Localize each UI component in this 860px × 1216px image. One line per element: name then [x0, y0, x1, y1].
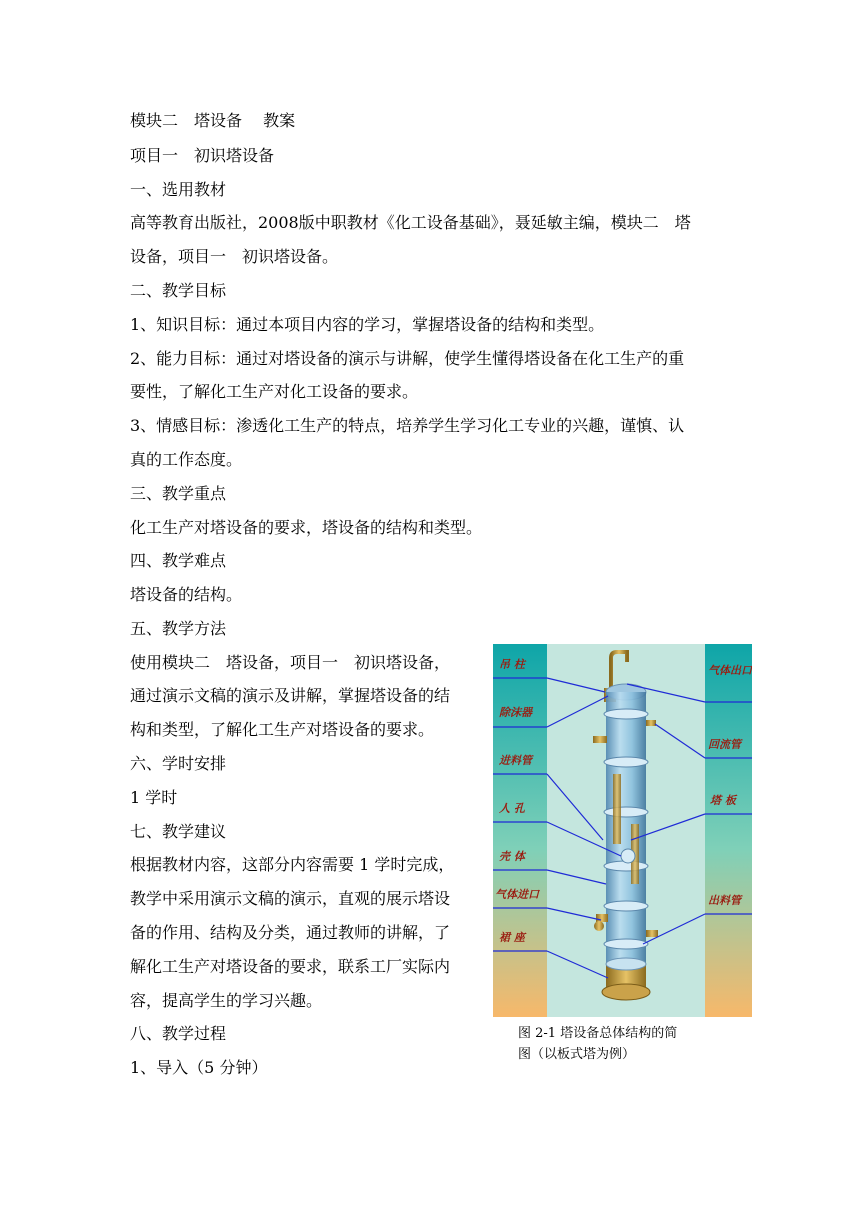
module-heading: 模块二 塔设备 教案: [130, 111, 296, 130]
paragraph-hours: 1 学时: [130, 788, 178, 807]
section-heading-suggestions: 七、教学建议: [130, 822, 227, 841]
label-davit: 吊 柱: [499, 658, 525, 671]
section-heading-process: 八、教学过程: [130, 1024, 227, 1043]
paragraph-methods-line2: 通过演示文稿的演示及讲解，掌握塔设备的结: [130, 686, 451, 705]
left-label-panel: [493, 644, 547, 1017]
goal-emotion-line1: 3、情感目标：渗透化工生产的特点，培养学生学习化工专业的兴趣，谨慎、认: [130, 416, 685, 435]
paragraph-methods-line1: 使用模块二 塔设备，项目一 初识塔设备，: [130, 653, 451, 672]
right-label-panel: [705, 644, 752, 1017]
goal-emotion-line2: 真的工作态度。: [130, 450, 243, 469]
figure-caption-line2: 图（以板式塔为例）: [518, 1047, 636, 1062]
paragraph-keypoints: 化工生产对塔设备的要求，塔设备的结构和类型。: [130, 518, 483, 537]
section-heading-hours: 六、学时安排: [130, 754, 227, 773]
label-shell: 壳 体: [499, 850, 525, 863]
paragraph-suggestions-line5: 容，提高学生的学习兴趣。: [130, 991, 323, 1010]
label-skirt: 裙 座: [499, 931, 525, 944]
label-gas-inlet: 气体进口: [495, 888, 539, 901]
tower-diagram-svg: [493, 644, 752, 1017]
goal-ability-line1: 2、能力目标：通过对塔设备的演示与讲解，使学生懂得塔设备在化工生产的重: [130, 349, 685, 368]
tower-structure-figure: [493, 644, 752, 1017]
figure-caption-line1: 图 2-1 塔设备总体结构的简: [518, 1026, 678, 1041]
goal-knowledge: 1、知识目标：通过本项目内容的学习，掌握塔设备的结构和类型。: [130, 315, 605, 334]
paragraph-suggestions-line4: 解化工生产对塔设备的要求，联系工厂实际内: [130, 957, 451, 976]
label-tray: 塔 板: [710, 794, 736, 807]
paragraph-suggestions-line1: 根据教材内容，这部分内容需要 1 学时完成，: [130, 855, 455, 874]
label-manhole: 人 孔: [499, 802, 525, 815]
section-heading-keypoints: 三、教学重点: [130, 484, 227, 503]
section-heading-difficulties: 四、教学难点: [130, 551, 227, 570]
label-discharge-pipe: 出料管: [708, 894, 741, 907]
paragraph-suggestions-line3: 备的作用、结构及分类，通过教师的讲解，了: [130, 923, 451, 942]
paragraph-textbook-line1: 高等教育出版社，2008版中职教材《化工设备基础》，聂延敏主编，模块二 塔: [130, 213, 691, 232]
label-feed-pipe: 进料管: [499, 754, 532, 767]
project-heading: 项目一 初识塔设备: [130, 146, 275, 165]
label-gas-outlet: 气体出口: [708, 664, 752, 677]
paragraph-difficulties: 塔设备的结构。: [130, 585, 243, 604]
label-demister: 除沫器: [499, 706, 532, 719]
paragraph-methods-line3: 构和类型，了解化工生产对塔设备的要求。: [130, 720, 435, 739]
section-heading-textbook: 一、选用教材: [130, 180, 227, 199]
label-reflux-pipe: 回流管: [708, 738, 741, 751]
goal-ability-line2: 要性，了解化工生产对化工设备的要求。: [130, 382, 419, 401]
paragraph-process-intro: 1、导入（5 分钟）: [130, 1058, 268, 1077]
section-heading-goals: 二、教学目标: [130, 281, 227, 300]
section-heading-methods: 五、教学方法: [130, 619, 227, 638]
paragraph-suggestions-line2: 教学中采用演示文稿的演示，直观的展示塔设: [130, 889, 451, 908]
paragraph-textbook-line2: 设备，项目一 初识塔设备。: [130, 247, 339, 266]
